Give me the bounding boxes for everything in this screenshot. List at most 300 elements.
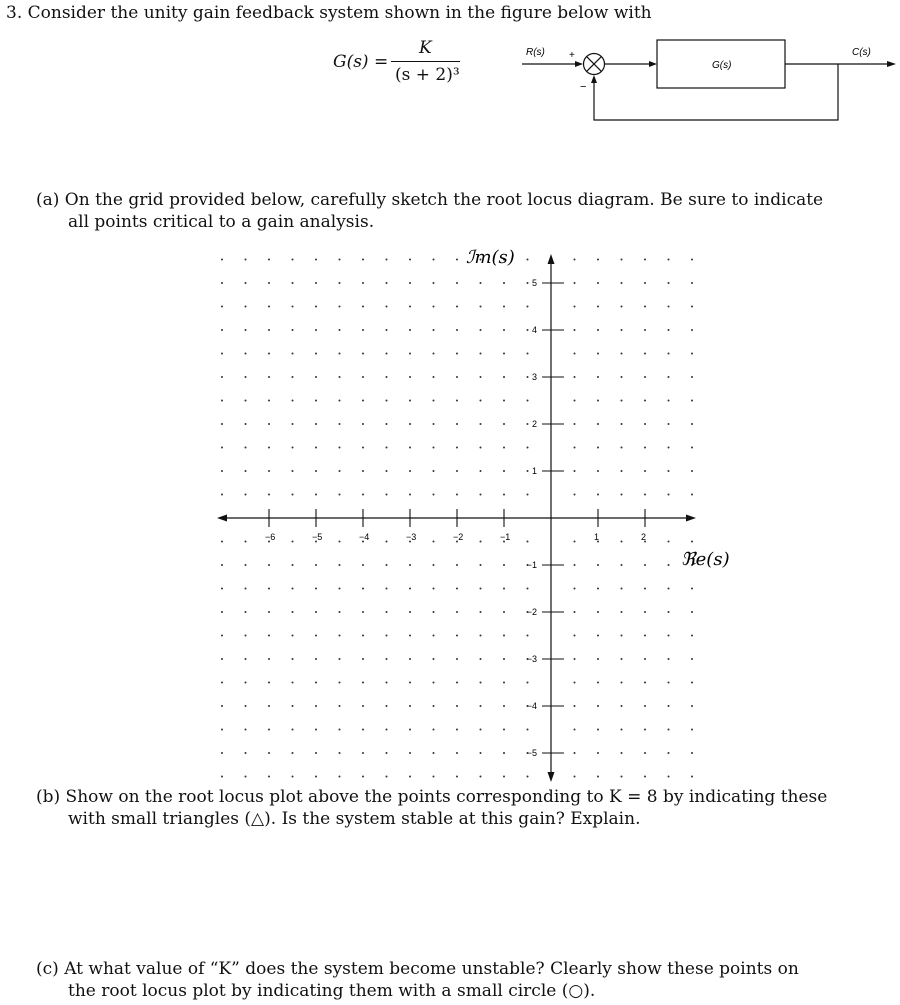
grid-dot [268, 682, 270, 684]
grid-dot [456, 400, 458, 402]
grid-dot [644, 752, 646, 754]
grid-dot [409, 564, 411, 566]
grid-dot [221, 541, 223, 543]
grid-dot [503, 423, 505, 425]
grid-dot [503, 376, 505, 378]
grid-dot [691, 541, 693, 543]
part-b-line1: (b) Show on the root locus plot above the points corresponding to K = 8 by indicating these [36, 787, 828, 807]
grid-dot [386, 588, 388, 590]
grid-dot [315, 470, 317, 472]
grid-dot [503, 705, 505, 707]
grid-dot [668, 658, 670, 660]
equation-numerator: K [419, 38, 432, 58]
grid-dot [221, 564, 223, 566]
grid-dot [621, 353, 623, 355]
grid-dot [386, 400, 388, 402]
grid-dot [691, 729, 693, 731]
grid-dot [456, 658, 458, 660]
grid-dot [597, 752, 599, 754]
grid-dot [480, 705, 482, 707]
part-c-line1: (c) At what value of “K” does the system become unstable? Clearly show these points on [36, 959, 799, 979]
grid-dot [433, 306, 435, 308]
grid-dot [221, 353, 223, 355]
grid-dot [691, 306, 693, 308]
grid-dot [644, 705, 646, 707]
grid-dot [409, 705, 411, 707]
grid-dot [574, 353, 576, 355]
grid-dot [668, 447, 670, 449]
grid-dot [621, 376, 623, 378]
grid-dot [597, 423, 599, 425]
grid-dot [527, 259, 529, 261]
grid-dot [644, 329, 646, 331]
grid-dot [409, 729, 411, 731]
grid-dot [574, 705, 576, 707]
grid-dot [386, 611, 388, 613]
grid-dot [621, 752, 623, 754]
grid-dot [315, 658, 317, 660]
grid-dot [386, 447, 388, 449]
grid-dot [621, 329, 623, 331]
grid-dot [480, 564, 482, 566]
grid-dot [339, 658, 341, 660]
grid-dot [362, 588, 364, 590]
grid-dot [527, 353, 529, 355]
grid-dot [456, 353, 458, 355]
grid-dot [315, 376, 317, 378]
grid-dot [245, 494, 247, 496]
grid-dot [386, 423, 388, 425]
grid-dot [456, 776, 458, 778]
grid-dot [245, 658, 247, 660]
grid-dot [691, 658, 693, 660]
grid-dot [480, 400, 482, 402]
real-axis-arrow-left [217, 515, 227, 522]
grid-dot [433, 635, 435, 637]
grid-dot [574, 588, 576, 590]
grid-dot [245, 776, 247, 778]
grid-dot [315, 564, 317, 566]
grid-dot [386, 259, 388, 261]
grid-dot [503, 282, 505, 284]
grid-dot [315, 329, 317, 331]
grid-dot [315, 611, 317, 613]
grid-dot [409, 329, 411, 331]
part-b-line2: with small triangles (△). Is the system stable at this gain? Explain. [68, 809, 641, 829]
grid-dot [339, 541, 341, 543]
grid-dot [386, 541, 388, 543]
grid-dot [268, 776, 270, 778]
grid-dot [292, 752, 294, 754]
grid-dot [456, 259, 458, 261]
grid-dot [362, 729, 364, 731]
imag-tick-label: 1 [531, 466, 537, 476]
equation-lhs: G(s) = [333, 52, 389, 72]
grid-dot [503, 494, 505, 496]
grid-dot [456, 494, 458, 496]
grid-dot [292, 329, 294, 331]
grid-dot [292, 353, 294, 355]
grid-dot [503, 611, 505, 613]
grid-dot [362, 776, 364, 778]
grid-dot [668, 752, 670, 754]
grid-dot [644, 682, 646, 684]
grid-dot [668, 494, 670, 496]
grid-dot [574, 400, 576, 402]
grid-dot [668, 282, 670, 284]
grid-dot [292, 705, 294, 707]
grid-dot [409, 259, 411, 261]
grid-dot [574, 564, 576, 566]
grid-dot [691, 259, 693, 261]
grid-dot [527, 729, 529, 731]
imag-tick-label: −3 [526, 654, 537, 664]
grid-dot [292, 729, 294, 731]
grid-dot [574, 259, 576, 261]
imag-axis-arrow-top [548, 254, 555, 264]
grid-dot [362, 494, 364, 496]
grid-dot [527, 447, 529, 449]
grid-dot [644, 776, 646, 778]
grid-dot [245, 329, 247, 331]
grid-dot [245, 306, 247, 308]
grid-dot [503, 635, 505, 637]
grid-dot [621, 447, 623, 449]
grid-dot [268, 705, 270, 707]
grid-dot [527, 635, 529, 637]
grid-dot [409, 470, 411, 472]
grid-dot [668, 259, 670, 261]
grid-dot [292, 282, 294, 284]
grid-dot [433, 447, 435, 449]
grid-dot [621, 306, 623, 308]
grid-dot [221, 611, 223, 613]
grid-dot [362, 635, 364, 637]
grid-dot [268, 259, 270, 261]
grid-dot [315, 705, 317, 707]
grid-dot [480, 306, 482, 308]
grid-dot [433, 705, 435, 707]
real-tick-label: −3 [406, 532, 417, 542]
grid-dot [527, 306, 529, 308]
grid-dot [503, 588, 505, 590]
grid-dot [433, 752, 435, 754]
part-a-line1: (a) On the grid provided below, carefully sketch the root locus diagram. Be sure to indicate [36, 190, 824, 210]
grid-dot [362, 564, 364, 566]
imag-tick-label: 5 [531, 278, 537, 288]
grid-dot [668, 376, 670, 378]
grid-dot [480, 494, 482, 496]
grid-dot [386, 658, 388, 660]
real-tick-label: −6 [265, 532, 276, 542]
grid-dot [315, 494, 317, 496]
grid-dot [456, 282, 458, 284]
grid-dot [503, 329, 505, 331]
grid-dot [221, 588, 223, 590]
grid-dot [691, 588, 693, 590]
grid-dot [386, 752, 388, 754]
grid-dot [574, 447, 576, 449]
grid-dot [339, 259, 341, 261]
imag-tick-label: 3 [531, 372, 537, 382]
part-a-line2: all points critical to a gain analysis. [68, 212, 375, 232]
grid-dot [339, 729, 341, 731]
grid-dot [245, 682, 247, 684]
grid-dot [668, 729, 670, 731]
grid-dot [668, 306, 670, 308]
grid-dot [597, 658, 599, 660]
grid-dot [268, 470, 270, 472]
grid-dot [268, 729, 270, 731]
grid-dot [644, 353, 646, 355]
grid-dot [409, 353, 411, 355]
grid-dot [292, 682, 294, 684]
imag-tick-label: −5 [526, 748, 537, 758]
question-intro: 3. Consider the unity gain feedback system shown in the figure below with [6, 3, 652, 23]
grid-dot [503, 776, 505, 778]
grid-dot [597, 729, 599, 731]
grid-dot [597, 329, 599, 331]
real-tick-label: 1 [594, 532, 600, 542]
grid-dot [339, 635, 341, 637]
grid-dot [386, 470, 388, 472]
grid-dot [362, 447, 364, 449]
grid-dot [574, 658, 576, 660]
grid-dot [668, 564, 670, 566]
grid-dot [527, 376, 529, 378]
grid-dot [221, 705, 223, 707]
grid-dot [691, 776, 693, 778]
grid-dot [433, 682, 435, 684]
grid-dot [480, 329, 482, 331]
grid-dot [245, 611, 247, 613]
grid-dot [339, 353, 341, 355]
grid-dot [339, 329, 341, 331]
grid-dot [456, 564, 458, 566]
real-axis-label: ℜe(s) [681, 549, 730, 570]
real-tick-label: −1 [500, 532, 511, 542]
grid-dot [456, 423, 458, 425]
grid-dot [315, 259, 317, 261]
grid-dot [315, 400, 317, 402]
grid-dot [362, 282, 364, 284]
real-tick-label: 2 [641, 532, 647, 542]
grid-dot [621, 611, 623, 613]
imag-axis-label: ℐm(s) [466, 247, 515, 268]
grid-dot [691, 705, 693, 707]
grid-dot [221, 682, 223, 684]
grid-dot [527, 541, 529, 543]
grid-dot [668, 423, 670, 425]
grid-dot [503, 564, 505, 566]
grid-dot [574, 635, 576, 637]
grid-dot [597, 611, 599, 613]
grid-dot [245, 752, 247, 754]
grid-dot [362, 423, 364, 425]
grid-dot [621, 564, 623, 566]
grid-dot [433, 423, 435, 425]
grid-dot [597, 306, 599, 308]
grid-dot [339, 282, 341, 284]
grid-dot [691, 282, 693, 284]
grid-dot [574, 376, 576, 378]
grid-dot [503, 306, 505, 308]
grid-dot [621, 494, 623, 496]
grid-dot [245, 588, 247, 590]
grid-dot [574, 611, 576, 613]
grid-dot [644, 470, 646, 472]
grid-dot [691, 470, 693, 472]
grid-dot [386, 282, 388, 284]
grid-dot [527, 470, 529, 472]
grid-dot [480, 376, 482, 378]
grid-dot [315, 752, 317, 754]
grid-dot [292, 776, 294, 778]
grid-dot [315, 447, 317, 449]
grid-dot [433, 729, 435, 731]
grid-dot [621, 470, 623, 472]
grid-dot [292, 564, 294, 566]
grid-dot [433, 282, 435, 284]
grid-dot [597, 259, 599, 261]
imag-tick-label: −2 [526, 607, 537, 617]
grid-dot [339, 470, 341, 472]
grid-dot [292, 588, 294, 590]
grid-dot [221, 729, 223, 731]
grid-dot [691, 635, 693, 637]
grid-dot [362, 752, 364, 754]
grid-dot [268, 588, 270, 590]
imag-tick-label: −4 [526, 701, 537, 711]
grid-dot [480, 282, 482, 284]
grid-dot [621, 682, 623, 684]
grid-dot [221, 470, 223, 472]
grid-dot [644, 259, 646, 261]
grid-dot [668, 611, 670, 613]
grid-dot [644, 376, 646, 378]
grid-dot [433, 259, 435, 261]
grid-dot [362, 658, 364, 660]
grid-dot [456, 306, 458, 308]
grid-dot [644, 423, 646, 425]
grid-dot [644, 611, 646, 613]
grid-dot [386, 306, 388, 308]
grid-dot [292, 447, 294, 449]
real-tick-label: −5 [312, 532, 323, 542]
grid-dot [621, 635, 623, 637]
grid-dot [597, 635, 599, 637]
input-label: R(s) [526, 47, 545, 58]
grid-dot [268, 282, 270, 284]
grid-dot [597, 400, 599, 402]
grid-dot [456, 705, 458, 707]
grid-dot [339, 682, 341, 684]
grid-dot [292, 259, 294, 261]
grid-dot [409, 306, 411, 308]
grid-dot [644, 564, 646, 566]
grid-dot [409, 635, 411, 637]
grid-dot [668, 470, 670, 472]
grid-dot [456, 682, 458, 684]
grid-dot [409, 494, 411, 496]
grid-dot [339, 494, 341, 496]
grid-dot [621, 259, 623, 261]
grid-dot [644, 658, 646, 660]
grid-dot [503, 353, 505, 355]
grid-dot [315, 282, 317, 284]
grid-dot [527, 282, 529, 284]
grid-dot [691, 376, 693, 378]
grid-dot [315, 682, 317, 684]
grid-dot [456, 447, 458, 449]
grid-dot [644, 282, 646, 284]
grid-dot [339, 400, 341, 402]
grid-dot [339, 447, 341, 449]
grid-dot [503, 470, 505, 472]
plant-block-label: G(s) [712, 60, 732, 71]
grid-dot [245, 564, 247, 566]
grid-dot [480, 588, 482, 590]
grid-dot [339, 611, 341, 613]
grid-dot [503, 752, 505, 754]
grid-dot [480, 729, 482, 731]
grid-dot [245, 705, 247, 707]
grid-dot [409, 588, 411, 590]
grid-dot [245, 447, 247, 449]
grid-dot [386, 376, 388, 378]
grid-dot [386, 682, 388, 684]
grid-dot [480, 658, 482, 660]
grid-dot [668, 635, 670, 637]
grid-dot [339, 776, 341, 778]
imag-tick-label: 2 [531, 419, 537, 429]
grid-dot [503, 447, 505, 449]
grid-dot [480, 682, 482, 684]
grid-dot [268, 447, 270, 449]
grid-dot [597, 494, 599, 496]
imag-tick-label: 4 [531, 325, 537, 335]
grid-dot [221, 259, 223, 261]
grid-dot [644, 400, 646, 402]
grid-dot [644, 494, 646, 496]
grid-dot [268, 329, 270, 331]
grid-dot [621, 541, 623, 543]
grid-dot [597, 447, 599, 449]
grid-dot [409, 776, 411, 778]
grid-dot [456, 611, 458, 613]
grid-dot [503, 400, 505, 402]
grid-dot [691, 353, 693, 355]
grid-dot [433, 611, 435, 613]
grid-dot [621, 400, 623, 402]
grid-dot [433, 470, 435, 472]
grid-dot [691, 447, 693, 449]
grid-dot [386, 729, 388, 731]
grid-dot [433, 541, 435, 543]
grid-dot [456, 729, 458, 731]
grid-dot [386, 353, 388, 355]
grid-dot [245, 353, 247, 355]
grid-dot [268, 376, 270, 378]
grid-dot [339, 588, 341, 590]
grid-dot [527, 329, 529, 331]
grid-dot [221, 752, 223, 754]
grid-dot [433, 776, 435, 778]
grid-dot [292, 541, 294, 543]
grid-dot [480, 752, 482, 754]
grid-dot [292, 494, 294, 496]
grid-dot [315, 729, 317, 731]
